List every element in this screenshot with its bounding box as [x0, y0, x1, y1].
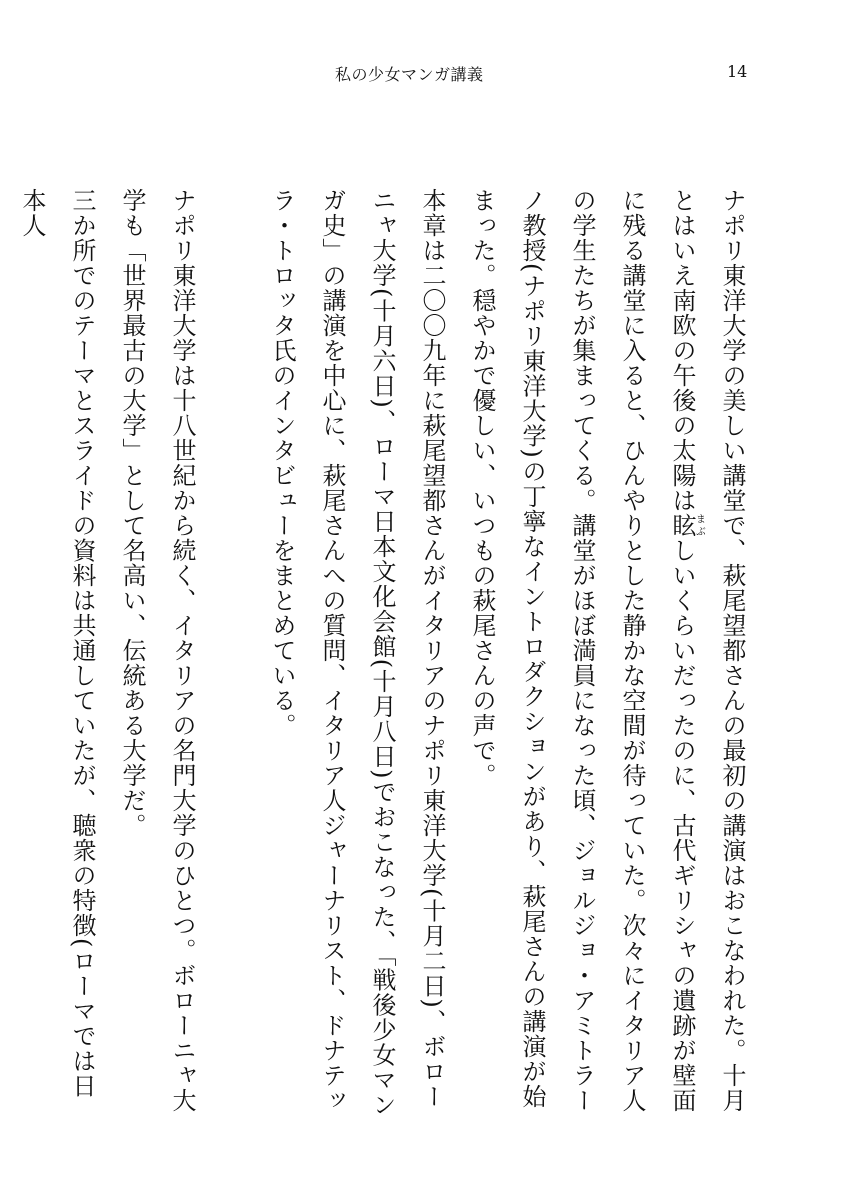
page-header	[0, 62, 841, 86]
paragraph-3: ナポリ東洋大学は十八世紀から続く、イタリアの名門大学のひとつ。ボローニャ大学も「世界最古の大学」として名高い、伝統ある大学だ。	[118, 188, 196, 1113]
paragraph-2: 本章は二〇〇九年に萩尾望都さんがイタリアのナポリ東洋大学(十月二日)、ボローニャ大学(十月六日)、ローマ日本文化会館(十月八日)でおこなった、「戦後少女マンガ史」の講演を中心に、萩尾さんへの質問、イタリア人ジャーナリスト、ドナテッラ・トロッタ氏のインタビューをまとめている。	[268, 188, 446, 1118]
body-text	[7, 188, 757, 1118]
page-number: 14	[727, 62, 748, 81]
paragraph-1	[457, 188, 757, 1118]
paragraph-1-text-b: しいくらいだったのに、古代ギリシャの遺跡が壁面に残る講堂に入ると、ひんやりとした静かな空間が待っていた。次々にイタリア人の学生たちが集まってくる。講堂がほぼ満員になった頃、ジョルジョ・アミトラーノ教授(ナポリ東洋大学)の丁寧なイントロダクションがあり、萩尾さんの講演が始まった。穏やかで優しい、いつもの萩尾さんの声で。	[468, 188, 696, 1113]
paragraph-4: 三か所でのテーマとスライドの資料は共通していたが、聴衆の特徴(ローマでは日本人	[18, 188, 96, 1099]
ruby-base: 眩	[668, 513, 696, 538]
paragraph-1-text-a: ナポリ東洋大学の美しい講堂で、萩尾望都さんの最初の講演はおこなわれた。十月とはいえ南欧の午後の太陽は	[668, 188, 746, 1113]
ruby-reading: まぶ	[693, 513, 705, 538]
ruby-mabu	[668, 513, 705, 538]
book-title: 私の少女マンガ講義	[335, 65, 484, 84]
